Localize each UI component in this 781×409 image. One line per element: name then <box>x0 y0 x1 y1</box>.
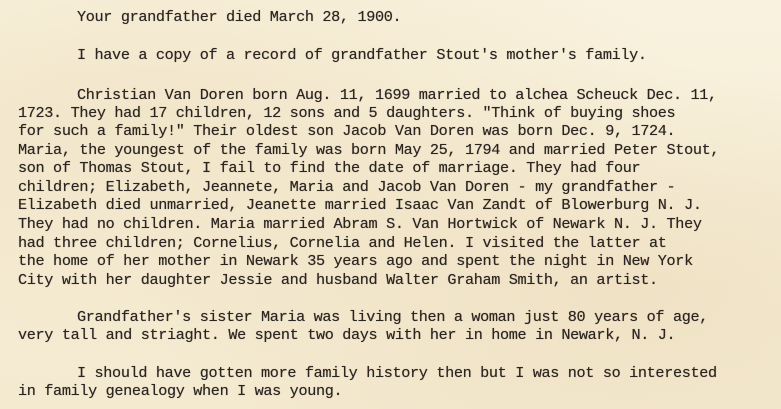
letter-line-9: Elizabeth died unmarried, Jeanette married Isaac Van Zandt of Blowerburg N. J. <box>18 196 702 214</box>
letter-line-6: Maria, the youngest of the family was born May 25, 1794 and married Peter Stout, <box>18 141 720 159</box>
letter-line-3: Christian Van Doren born Aug. 11, 1699 married to alchea Scheuck Dec. 11, <box>77 86 717 104</box>
letter-line-7: son of Thomas Stout, I fail to find the date of marriage. They had four <box>18 159 641 177</box>
letter-line-13: City with her daughter Jessie and husband Walter Graham Smith, an artist. <box>18 271 658 289</box>
letter-line-15: very tall and striaght. We spent two days with her in home in Newark, N. J. <box>18 326 676 344</box>
letter-line-17: in family genealogy when I was young. <box>18 382 343 400</box>
letter-line-14: Grandfather's sister Maria was living then a woman just 80 years of age, <box>77 308 709 326</box>
letter-line-1: Your grandfather died March 28, 1900. <box>77 8 402 26</box>
letter-line-8: children; Elizabeth, Jeannete, Maria and Jacob Van Doren - my grandfather - <box>18 178 676 196</box>
letter-line-12: the home of her mother in Newark 35 years ago and spent the night in New York <box>18 252 693 270</box>
letter-line-10: They had no children. Maria married Abram S. Van Hortwick of Newark N. J. They <box>18 215 702 233</box>
letter-line-5: for such a family!" Their oldest son Jacob Van Doren was born Dec. 9, 1724. <box>18 122 676 140</box>
letter-line-11: had three children; Cornelius, Cornelia and Helen. I visited the latter at <box>18 234 667 252</box>
letter-line-4: 1723. They had 17 children, 12 sons and 5 daughters. "Think of buying shoes <box>18 104 676 122</box>
letter-line-2: I have a copy of a record of grandfather Stout's mother's family. <box>77 46 647 64</box>
letter-line-16: I should have gotten more family history then but I was not so interested <box>77 364 717 382</box>
